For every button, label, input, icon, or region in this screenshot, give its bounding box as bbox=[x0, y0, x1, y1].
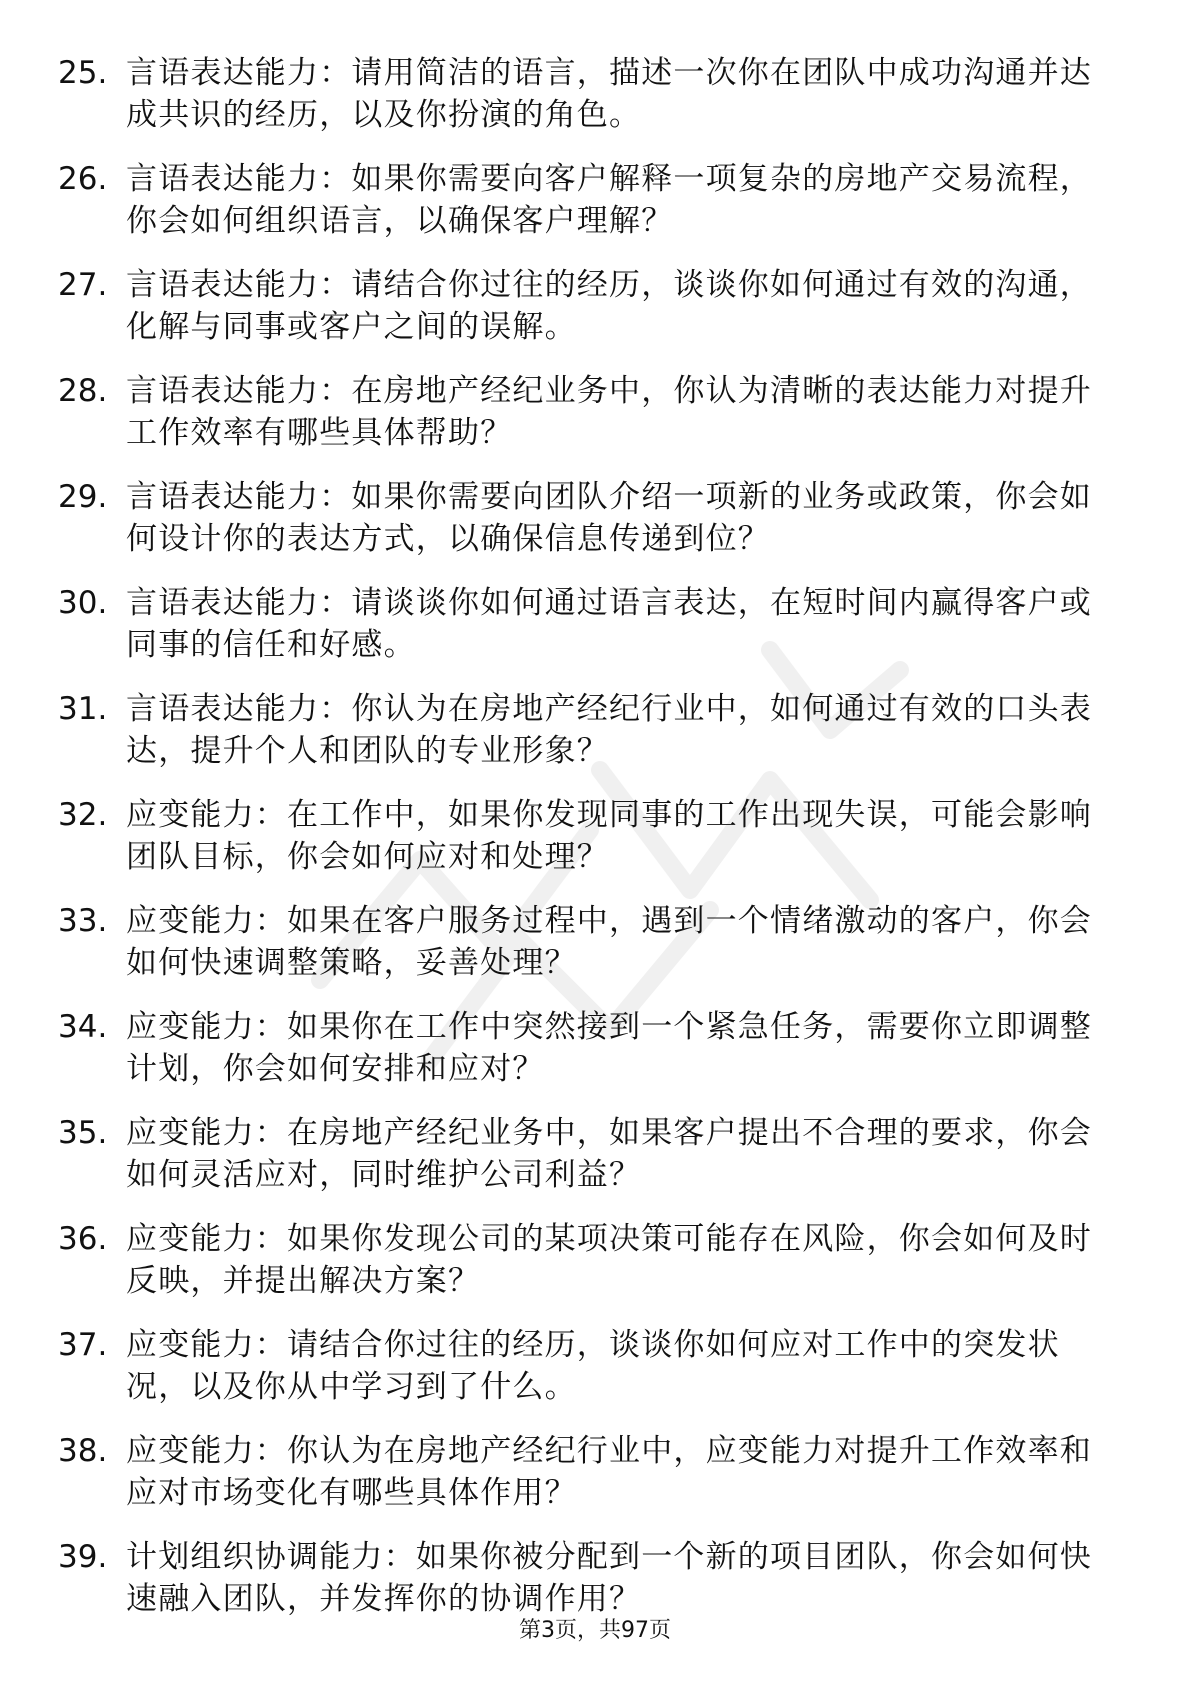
question-text: 应变能力：如果在客户服务过程中，遇到一个情绪激动的客户，你会如何快速调整策略，妥善处理？ bbox=[126, 903, 1092, 981]
question-number: 31. bbox=[58, 691, 108, 727]
question-item bbox=[58, 1112, 1118, 1218]
question-item bbox=[58, 582, 1118, 688]
question-text: 言语表达能力：请用简洁的语言，描述一次你在团队中成功沟通并达成共识的经历，以及你扮演的角色。 bbox=[126, 55, 1092, 133]
question-number: 35. bbox=[58, 1115, 108, 1151]
question-number: 26. bbox=[58, 161, 108, 197]
question-item bbox=[58, 1324, 1118, 1430]
question-text: 应变能力：你认为在房地产经纪行业中，应变能力对提升工作效率和应对市场变化有哪些具体作用？ bbox=[126, 1433, 1092, 1511]
question-item bbox=[58, 1218, 1118, 1324]
question-item bbox=[58, 794, 1118, 900]
question-item bbox=[58, 900, 1118, 1006]
question-number: 28. bbox=[58, 373, 108, 409]
question-text: 言语表达能力：如果你需要向团队介绍一项新的业务或政策，你会如何设计你的表达方式，以确保信息传递到位？ bbox=[126, 479, 1092, 557]
question-text: 应变能力：如果你在工作中突然接到一个紧急任务，需要你立即调整计划，你会如何安排和应对？ bbox=[126, 1009, 1092, 1087]
question-number: 36. bbox=[58, 1221, 108, 1257]
question-item bbox=[58, 158, 1118, 264]
question-number: 34. bbox=[58, 1009, 108, 1045]
question-number: 32. bbox=[58, 797, 108, 833]
question-number: 30. bbox=[58, 585, 108, 621]
question-text: 计划组织协调能力：如果你被分配到一个新的项目团队，你会如何快速融入团队，并发挥你的协调作用？ bbox=[126, 1539, 1092, 1617]
question-text: 言语表达能力：你认为在房地产经纪行业中，如何通过有效的口头表达，提升个人和团队的专业形象？ bbox=[126, 691, 1092, 769]
question-item bbox=[58, 52, 1118, 158]
question-item bbox=[58, 1430, 1118, 1536]
question-text: 应变能力：请结合你过往的经历，谈谈你如何应对工作中的突发状况，以及你从中学习到了什么。 bbox=[126, 1327, 1060, 1405]
question-text: 言语表达能力：请结合你过往的经历，谈谈你如何通过有效的沟通，化解与同事或客户之间的误解。 bbox=[126, 267, 1092, 345]
question-list bbox=[58, 52, 1118, 1642]
question-text: 应变能力：在房地产经纪业务中，如果客户提出不合理的要求，你会如何灵活应对，同时维护公司利益？ bbox=[126, 1115, 1092, 1193]
question-item bbox=[58, 1006, 1118, 1112]
question-text: 言语表达能力：在房地产经纪业务中，你认为清晰的表达能力对提升工作效率有哪些具体帮助？ bbox=[126, 373, 1092, 451]
question-number: 25. bbox=[58, 55, 108, 91]
question-text: 言语表达能力：请谈谈你如何通过语言表达，在短时间内赢得客户或同事的信任和好感。 bbox=[126, 585, 1092, 663]
question-item bbox=[58, 370, 1118, 476]
question-number: 38. bbox=[58, 1433, 108, 1469]
question-number: 29. bbox=[58, 479, 108, 515]
question-number: 37. bbox=[58, 1327, 108, 1363]
question-item bbox=[58, 688, 1118, 794]
question-number: 33. bbox=[58, 903, 108, 939]
question-item bbox=[58, 476, 1118, 582]
question-number: 27. bbox=[58, 267, 108, 303]
question-text: 应变能力：在工作中，如果你发现同事的工作出现失误，可能会影响团队目标，你会如何应对和处理？ bbox=[126, 797, 1092, 875]
question-text: 言语表达能力：如果你需要向客户解释一项复杂的房地产交易流程，你会如何组织语言，以确保客户理解？ bbox=[126, 161, 1092, 239]
question-item bbox=[58, 264, 1118, 370]
question-text: 应变能力：如果你发现公司的某项决策可能存在风险，你会如何及时反映，并提出解决方案？ bbox=[126, 1221, 1092, 1299]
page-number-footer: 第3页，共97页 bbox=[519, 1618, 671, 1643]
question-number: 39. bbox=[58, 1539, 108, 1575]
